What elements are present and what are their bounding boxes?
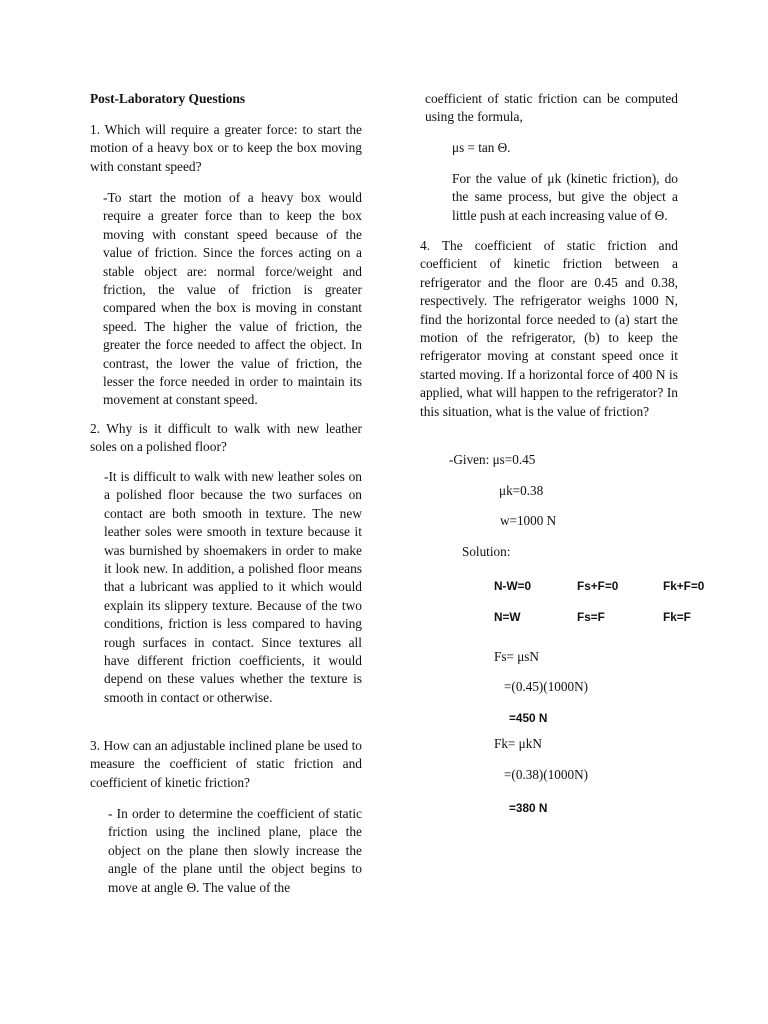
question-3: 3. How can an adjustable inclined plane be used to measure the coefficient of static friction and coefficient of kinetic friction? <box>90 738 362 790</box>
given-mu-s: -Given: μs=0.45 <box>449 452 536 467</box>
answer-2: -It is difficult to walk with new leather soles on a polished floor because the two surfaces on contact are both smooth in texture. The new leather soles were smooth in texture because it was burnished by shoemakers in order to make it look new. In addition, a polished floor means that a lubricant was applied to it which would explain its slippery texture. Because of the two conditions, friction is less compared to having rough surfaces in contact. Since textures all have different friction coefficients, it would depend on these values whether the texture is smooth in contact or otherwise. <box>104 469 362 705</box>
kinetic-force-calc: =(0.38)(1000N) <box>504 767 588 782</box>
answer-3: - In order to determine the coefficient of static friction using the inclined plane, place the object on the plane then slowly increase the angle of the plane until the object begins to move at angle Θ. The value of the <box>108 806 362 895</box>
given-mu-k: μk=0.38 <box>499 483 544 498</box>
equation-kinetic-sum: Fk+F=0 <box>663 579 705 593</box>
question-1: 1. Which will require a greater force: to start the motion of a heavy box or to keep the box moving with constant speed? <box>90 122 362 174</box>
question-4: 4. The coefficient of static friction and coefficient of kinetic friction between a refrigerator and the floor are 0.45 and 0.38, respectively. The refrigerator weighs 1000 N, find the horizontal force needed to (a) start the motion of the refrigerator, (b) to keep the refrigerator moving at constant speed once it started moving. If a horizontal force of 400 N is applied, what will happen to the refrigerator? In this situation, what is the value of friction? <box>420 238 678 419</box>
kinetic-force-result: =380 N <box>509 801 548 815</box>
question-2: 2. Why is it difficult to walk with new leather soles on a polished floor? <box>90 421 362 455</box>
equation-fk-equals-f: Fk=F <box>663 610 691 624</box>
solution-label: Solution: <box>462 544 511 559</box>
static-force-result: =450 N <box>509 711 548 725</box>
given-weight: w=1000 N <box>500 513 557 528</box>
static-force-formula: Fs= μsN <box>494 649 539 664</box>
equation-fs-equals-f: Fs=F <box>577 610 605 624</box>
kinetic-force-formula: Fk= μkN <box>494 736 542 751</box>
equation-static-sum: Fs+F=0 <box>577 579 619 593</box>
kinetic-friction-note: For the value of μk (kinetic friction), do the same process, but give the object a little push at each increasing value of Θ. <box>452 171 678 223</box>
equation-normal-weight: N-W=0 <box>494 579 532 593</box>
static-friction-formula: μs = tan Θ. <box>452 140 511 155</box>
answer-3-continued: coefficient of static friction can be computed using the formula, <box>425 91 678 125</box>
equation-n-equals-w: N=W <box>494 610 521 624</box>
answer-1: -To start the motion of a heavy box would require a greater force than to keep the box moving with constant speed because of the value of friction. Since the forces acting on a stable object are: normal force/weight and friction, the value of friction is greater compared when the box is moving in constant speed. The higher the value of friction, the greater the force needed to affect the object. In contrast, the lower the value of friction, the lesser the force needed in order to maintain its movement at constant speed. <box>103 190 362 408</box>
static-force-calc: =(0.45)(1000N) <box>504 679 588 694</box>
section-heading: Post-Laboratory Questions <box>90 91 246 106</box>
